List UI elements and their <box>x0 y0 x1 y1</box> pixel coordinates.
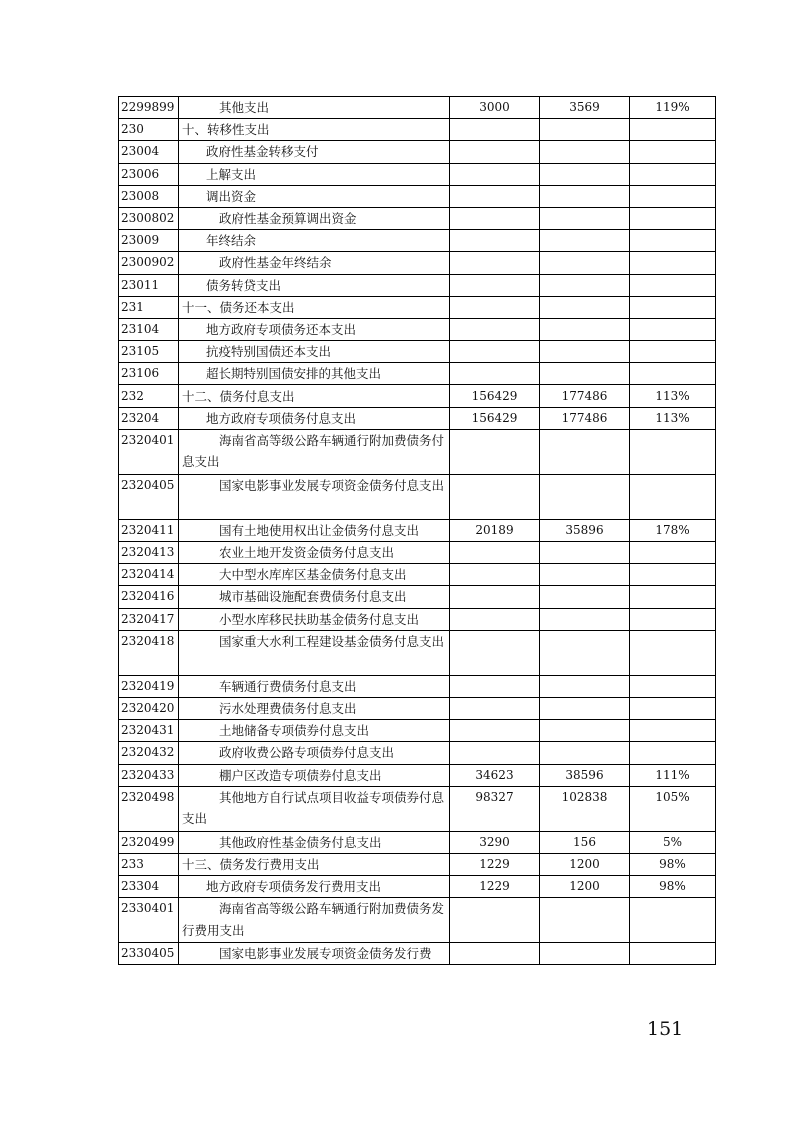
percent-cell <box>630 429 716 474</box>
actual-value-cell: 38596 <box>540 764 630 786</box>
actual-value-cell <box>540 697 630 719</box>
name-cell: 国家电影事业发展专项资金债务发行费 <box>179 943 450 965</box>
budget-value-cell <box>450 141 540 163</box>
budget-value-cell <box>450 564 540 586</box>
percent-cell <box>630 898 716 943</box>
actual-value-cell <box>540 564 630 586</box>
table-row <box>119 474 716 519</box>
code-cell: 2320498 <box>119 786 179 831</box>
table-row <box>119 341 716 363</box>
code-cell: 23105 <box>119 341 179 363</box>
actual-value-cell <box>540 586 630 608</box>
actual-value-cell <box>540 675 630 697</box>
name-cell: 政府性基金转移支付 <box>179 141 450 163</box>
table-row <box>119 630 716 675</box>
code-cell: 2320411 <box>119 519 179 541</box>
code-cell: 23204 <box>119 407 179 429</box>
table-row <box>119 876 716 898</box>
name-cell: 棚户区改造专项债券付息支出 <box>179 764 450 786</box>
budget-value-cell: 1229 <box>450 876 540 898</box>
percent-cell: 119% <box>630 97 716 119</box>
actual-value-cell <box>540 542 630 564</box>
table-row <box>119 407 716 429</box>
code-cell: 230 <box>119 119 179 141</box>
table-row <box>119 252 716 274</box>
table-row <box>119 119 716 141</box>
name-cell: 国家电影事业发展专项资金债务付息支出 <box>179 474 450 519</box>
name-cell: 地方政府专项债务发行费用支出 <box>179 876 450 898</box>
code-cell: 2320417 <box>119 608 179 630</box>
budget-value-cell <box>450 296 540 318</box>
code-cell: 233 <box>119 853 179 875</box>
actual-value-cell <box>540 318 630 340</box>
table-row <box>119 185 716 207</box>
table-row <box>119 943 716 965</box>
actual-value-cell <box>540 341 630 363</box>
percent-cell <box>630 697 716 719</box>
table-row <box>119 318 716 340</box>
percent-cell: 105% <box>630 786 716 831</box>
table-row <box>119 385 716 407</box>
budget-value-cell <box>450 341 540 363</box>
code-cell: 2320416 <box>119 586 179 608</box>
name-cell: 海南省高等级公路车辆通行附加费债务付息支出 <box>179 429 450 474</box>
budget-value-cell: 34623 <box>450 764 540 786</box>
budget-value-cell <box>450 608 540 630</box>
name-cell: 大中型水库库区基金债务付息支出 <box>179 564 450 586</box>
code-cell: 23008 <box>119 185 179 207</box>
percent-cell <box>630 474 716 519</box>
code-cell: 2299899 <box>119 97 179 119</box>
name-cell: 十二、债务付息支出 <box>179 385 450 407</box>
budget-value-cell <box>450 274 540 296</box>
table-row <box>119 519 716 541</box>
percent-cell <box>630 564 716 586</box>
budget-expenditure-table <box>118 96 716 965</box>
code-cell: 2300802 <box>119 207 179 229</box>
budget-value-cell <box>450 630 540 675</box>
name-cell: 小型水库移民扶助基金债务付息支出 <box>179 608 450 630</box>
name-cell: 地方政府专项债务还本支出 <box>179 318 450 340</box>
actual-value-cell <box>540 608 630 630</box>
actual-value-cell <box>540 429 630 474</box>
code-cell: 2320413 <box>119 542 179 564</box>
code-cell: 2320418 <box>119 630 179 675</box>
budget-value-cell <box>450 207 540 229</box>
percent-cell <box>630 720 716 742</box>
actual-value-cell <box>540 720 630 742</box>
percent-cell <box>630 119 716 141</box>
budget-value-cell <box>450 318 540 340</box>
name-cell: 十一、债务还本支出 <box>179 296 450 318</box>
budget-value-cell: 98327 <box>450 786 540 831</box>
table-row <box>119 608 716 630</box>
actual-value-cell: 1200 <box>540 853 630 875</box>
budget-value-cell: 156429 <box>450 407 540 429</box>
actual-value-cell <box>540 207 630 229</box>
table-row <box>119 141 716 163</box>
code-cell: 2320419 <box>119 675 179 697</box>
percent-cell <box>630 586 716 608</box>
budget-value-cell <box>450 119 540 141</box>
budget-value-cell <box>450 163 540 185</box>
table-row <box>119 586 716 608</box>
budget-value-cell <box>450 586 540 608</box>
budget-value-cell <box>450 429 540 474</box>
actual-value-cell <box>540 898 630 943</box>
percent-cell <box>630 274 716 296</box>
budget-value-cell <box>450 720 540 742</box>
table-row <box>119 675 716 697</box>
actual-value-cell: 35896 <box>540 519 630 541</box>
percent-cell <box>630 943 716 965</box>
percent-cell <box>630 608 716 630</box>
actual-value-cell <box>540 943 630 965</box>
budget-value-cell: 3000 <box>450 97 540 119</box>
percent-cell: 178% <box>630 519 716 541</box>
actual-value-cell <box>540 742 630 764</box>
actual-value-cell: 177486 <box>540 385 630 407</box>
code-cell: 2320420 <box>119 697 179 719</box>
code-cell: 23009 <box>119 230 179 252</box>
budget-value-cell <box>450 474 540 519</box>
budget-value-cell: 3290 <box>450 831 540 853</box>
code-cell: 23004 <box>119 141 179 163</box>
percent-cell <box>630 742 716 764</box>
name-cell: 超长期特别国债安排的其他支出 <box>179 363 450 385</box>
table-row <box>119 274 716 296</box>
code-cell: 23011 <box>119 274 179 296</box>
percent-cell <box>630 141 716 163</box>
name-cell: 抗疫特别国债还本支出 <box>179 341 450 363</box>
name-cell: 上解支出 <box>179 163 450 185</box>
budget-value-cell <box>450 252 540 274</box>
name-cell: 债务转贷支出 <box>179 274 450 296</box>
name-cell: 其他地方自行试点项目收益专项债券付息支出 <box>179 786 450 831</box>
budget-value-cell: 156429 <box>450 385 540 407</box>
percent-cell: 98% <box>630 853 716 875</box>
table-row <box>119 363 716 385</box>
percent-cell <box>630 296 716 318</box>
table-row <box>119 764 716 786</box>
percent-cell: 111% <box>630 764 716 786</box>
code-cell: 23106 <box>119 363 179 385</box>
table-row <box>119 564 716 586</box>
name-cell: 土地储备专项债券付息支出 <box>179 720 450 742</box>
percent-cell: 98% <box>630 876 716 898</box>
name-cell: 海南省高等级公路车辆通行附加费债务发行费用支出 <box>179 898 450 943</box>
code-cell: 2320401 <box>119 429 179 474</box>
actual-value-cell <box>540 274 630 296</box>
code-cell: 2320431 <box>119 720 179 742</box>
name-cell: 政府收费公路专项债券付息支出 <box>179 742 450 764</box>
budget-value-cell <box>450 898 540 943</box>
budget-value-cell <box>450 943 540 965</box>
name-cell: 国家重大水利工程建设基金债务付息支出 <box>179 630 450 675</box>
actual-value-cell: 156 <box>540 831 630 853</box>
percent-cell <box>630 675 716 697</box>
actual-value-cell <box>540 230 630 252</box>
code-cell: 231 <box>119 296 179 318</box>
code-cell: 232 <box>119 385 179 407</box>
actual-value-cell <box>540 119 630 141</box>
name-cell: 国有土地使用权出让金债务付息支出 <box>179 519 450 541</box>
budget-value-cell <box>450 185 540 207</box>
code-cell: 2330405 <box>119 943 179 965</box>
percent-cell <box>630 630 716 675</box>
name-cell: 其他政府性基金债务付息支出 <box>179 831 450 853</box>
actual-value-cell <box>540 474 630 519</box>
budget-value-cell <box>450 742 540 764</box>
table-row <box>119 163 716 185</box>
name-cell: 城市基础设施配套费债务付息支出 <box>179 586 450 608</box>
table-row <box>119 786 716 831</box>
actual-value-cell: 102838 <box>540 786 630 831</box>
budget-value-cell <box>450 230 540 252</box>
name-cell: 十三、债务发行费用支出 <box>179 853 450 875</box>
code-cell: 2300902 <box>119 252 179 274</box>
table-row <box>119 429 716 474</box>
table-row <box>119 742 716 764</box>
name-cell: 政府性基金预算调出资金 <box>179 207 450 229</box>
table-row <box>119 207 716 229</box>
actual-value-cell <box>540 252 630 274</box>
code-cell: 2320433 <box>119 764 179 786</box>
percent-cell <box>630 163 716 185</box>
percent-cell <box>630 207 716 229</box>
code-cell: 2330401 <box>119 898 179 943</box>
table-row <box>119 720 716 742</box>
actual-value-cell <box>540 296 630 318</box>
table-row <box>119 542 716 564</box>
code-cell: 23006 <box>119 163 179 185</box>
percent-cell <box>630 230 716 252</box>
percent-cell <box>630 318 716 340</box>
actual-value-cell <box>540 185 630 207</box>
page-number: 151 <box>647 1018 684 1040</box>
percent-cell <box>630 363 716 385</box>
budget-value-cell <box>450 675 540 697</box>
name-cell: 其他支出 <box>179 97 450 119</box>
table-row <box>119 97 716 119</box>
budget-value-cell: 1229 <box>450 853 540 875</box>
name-cell: 地方政府专项债务付息支出 <box>179 407 450 429</box>
percent-cell: 5% <box>630 831 716 853</box>
actual-value-cell <box>540 630 630 675</box>
actual-value-cell <box>540 163 630 185</box>
name-cell: 调出资金 <box>179 185 450 207</box>
code-cell: 23304 <box>119 876 179 898</box>
budget-value-cell: 20189 <box>450 519 540 541</box>
code-cell: 2320414 <box>119 564 179 586</box>
code-cell: 2320405 <box>119 474 179 519</box>
code-cell: 2320432 <box>119 742 179 764</box>
name-cell: 污水处理费债务付息支出 <box>179 697 450 719</box>
code-cell: 2320499 <box>119 831 179 853</box>
table-row <box>119 853 716 875</box>
name-cell: 年终结余 <box>179 230 450 252</box>
budget-value-cell <box>450 363 540 385</box>
name-cell: 农业土地开发资金债务付息支出 <box>179 542 450 564</box>
actual-value-cell <box>540 141 630 163</box>
table-row <box>119 697 716 719</box>
actual-value-cell: 1200 <box>540 876 630 898</box>
percent-cell <box>630 252 716 274</box>
actual-value-cell <box>540 363 630 385</box>
percent-cell: 113% <box>630 385 716 407</box>
actual-value-cell: 3569 <box>540 97 630 119</box>
name-cell: 车辆通行费债务付息支出 <box>179 675 450 697</box>
table-row <box>119 296 716 318</box>
percent-cell <box>630 185 716 207</box>
budget-value-cell <box>450 697 540 719</box>
code-cell: 23104 <box>119 318 179 340</box>
percent-cell <box>630 542 716 564</box>
table-row <box>119 831 716 853</box>
name-cell: 政府性基金年终结余 <box>179 252 450 274</box>
actual-value-cell: 177486 <box>540 407 630 429</box>
budget-value-cell <box>450 542 540 564</box>
table-body <box>119 97 716 965</box>
name-cell: 十、转移性支出 <box>179 119 450 141</box>
percent-cell <box>630 341 716 363</box>
percent-cell: 113% <box>630 407 716 429</box>
table-row <box>119 230 716 252</box>
table-row <box>119 898 716 943</box>
